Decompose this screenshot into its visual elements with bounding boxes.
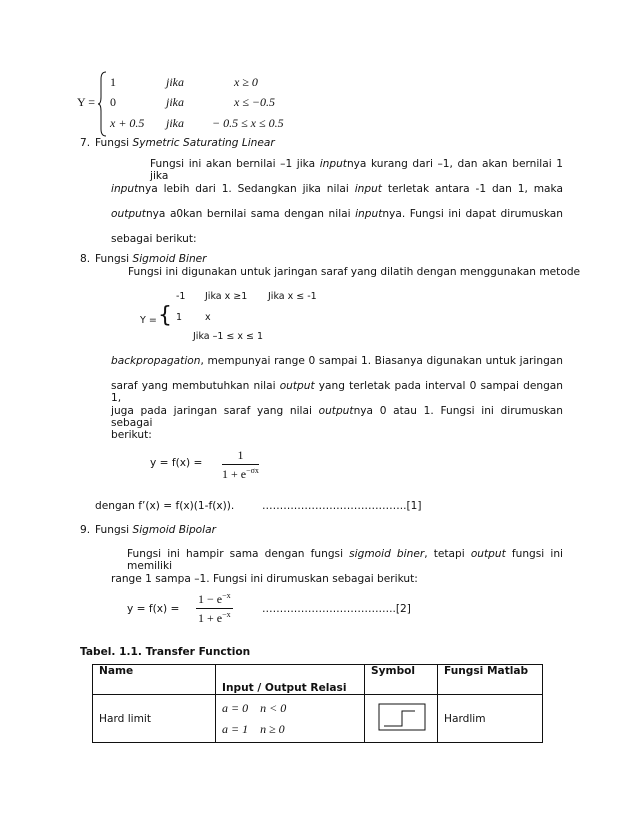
item8-heading	[95, 253, 207, 265]
hard-limit-step-icon	[371, 701, 431, 733]
italic-term: output	[470, 548, 506, 560]
header-matlab: Fungsi Matlab	[438, 665, 543, 695]
item9-formula-num-exp: −x	[222, 591, 231, 600]
italic-term: output	[279, 380, 315, 392]
item7-prefix: Fungsi	[95, 137, 130, 149]
piecewise-lhs: Y =	[77, 95, 95, 109]
italic-term: output	[318, 405, 354, 417]
item8-para-line-4	[111, 429, 152, 441]
header-relation: Input / Output Relasi	[216, 665, 365, 695]
text-segment: terletak antara -1 dan 1, maka	[381, 183, 563, 195]
item8-overlay-lhs: Y =	[140, 315, 157, 326]
text-segment: nya kurang dari –1, dan akan bernilai 1 jika	[150, 158, 563, 182]
item9-line-2	[111, 573, 418, 585]
italic-term: input	[355, 208, 383, 220]
item9-ref: ………………………………..[2]	[262, 603, 411, 615]
text-segment: nya a0kan bernilai sama dengan nilai	[145, 208, 356, 220]
item9-line-1	[127, 548, 563, 572]
item8-formula-den-base: 1 + e	[222, 467, 247, 481]
item8-overlay-a1: -1	[176, 291, 186, 302]
text-segment: nya 0 atau 1. Fungsi ini dirumuskan sebagai	[111, 405, 563, 429]
text-segment: yang terletak pada interval 0 sampai dengan 1,	[111, 380, 563, 404]
header-name: Name	[93, 665, 216, 695]
item8-formula	[222, 448, 259, 482]
row-relation-line-2: a = 1 n ≥ 0	[222, 721, 285, 736]
item8-para-line-1	[111, 355, 563, 367]
text-segment: berikut:	[111, 429, 152, 441]
text-segment: Fungsi ini hampir sama dengan fungsi	[127, 548, 350, 560]
text-segment: saraf yang membutuhkan nilai	[111, 380, 280, 392]
table-header-row	[93, 665, 543, 695]
piecewise-row-3-value: x + 0.5	[110, 116, 145, 130]
item8-prefix: Fungsi	[95, 253, 130, 265]
item9-title: Sigmoid Bipolar	[132, 524, 216, 536]
text-segment: sebagai berikut:	[111, 233, 197, 245]
item9-formula-lhs: y = f(x) =	[127, 603, 180, 615]
text-segment: , tetapi	[424, 548, 471, 560]
item8-line-1: Fungsi ini digunakan untuk jaringan saraf yang dilatih dengan menggunakan metode	[128, 266, 581, 278]
row-name: Hard limit	[93, 695, 216, 743]
item9-number: 9.	[80, 524, 91, 536]
piecewise-row-1-value: 1	[110, 75, 116, 89]
piecewise-row-1-word: jika	[166, 75, 184, 89]
item8-title: Sigmoid Biner	[132, 253, 207, 265]
text-segment: Fungsi ini akan bernilai –1 jika	[150, 158, 320, 170]
item8-overlay-a3: Jika x ≤ -1	[268, 291, 317, 302]
table-caption: Tabel. 1.1. Transfer Function	[80, 646, 251, 658]
item9-formula-den-exp: −x	[222, 610, 231, 619]
item9-prefix: Fungsi	[95, 524, 130, 536]
item7-line-3	[111, 208, 563, 220]
item8-formula-lhs: y = f(x) =	[150, 457, 203, 469]
row-symbol	[365, 695, 438, 743]
text-segment: nya lebih dari 1. Sedangkan jika nilai	[138, 183, 355, 195]
item7-line-1	[150, 158, 563, 182]
item8-overlay-a2: Jika x ≥1	[205, 291, 248, 302]
italic-term: sigmoid biner	[349, 548, 425, 560]
item8-number: 8.	[80, 253, 91, 265]
header-symbol: Symbol	[365, 665, 438, 695]
item8-derivative: dengan f’(x) = f(x)(1-f(x)).	[95, 500, 235, 512]
item9-heading	[95, 524, 216, 536]
piecewise-brace	[98, 71, 108, 137]
text-segment: juga pada jaringan saraf yang nilai	[111, 405, 319, 417]
text-segment: , mempunyai range 0 sampai 1. Biasanya digunakan untuk jaringan	[200, 355, 563, 367]
item9-formula-num-base: 1 − e	[198, 592, 223, 606]
row-relation	[216, 695, 365, 743]
item8-para-line-3	[111, 405, 563, 429]
item8-overlay-c1: Jika –1 ≤ x ≤ 1	[193, 331, 264, 342]
piecewise-row-3-cond: − 0.5 ≤ x ≤ 0.5	[212, 116, 284, 130]
item7-number: 7.	[80, 137, 91, 149]
piecewise-row-2-value: 0	[110, 95, 116, 109]
table-row	[93, 695, 543, 743]
item8-formula-den-exp: −σx	[246, 466, 259, 475]
item7-title: Symetric Saturating Linear	[132, 137, 275, 149]
italic-term: input	[111, 183, 139, 195]
transfer-function-table	[92, 664, 543, 743]
italic-term: input	[319, 158, 347, 170]
item7-line-4	[111, 233, 197, 245]
italic-term: output	[111, 208, 146, 220]
item8-para-line-2	[111, 380, 563, 404]
italic-term: backpropagation	[111, 355, 201, 367]
item7-heading	[95, 137, 275, 149]
item8-formula-numerator: 1	[222, 448, 259, 465]
piecewise-row-1-cond: x ≥ 0	[234, 75, 258, 89]
row-relation-line-1: a = 0 n < 0	[222, 700, 287, 715]
text-segment: fungsi ini memiliki	[127, 548, 563, 572]
row-matlab: Hardlim	[438, 695, 543, 743]
item8-ref: …………………………………..[1]	[262, 500, 422, 512]
item7-line-2	[111, 183, 563, 195]
item8-overlay-b2: x	[205, 312, 211, 323]
left-brace-icon	[98, 71, 108, 137]
item9-formula-den-base: 1 + e	[198, 611, 223, 625]
italic-term: input	[354, 183, 382, 195]
text-segment: range 1 sampa –1. Fungsi ini dirumuskan sebagai berikut:	[111, 573, 418, 585]
piecewise-row-2-word: jika	[166, 95, 184, 109]
piecewise-row-3-word: jika	[166, 116, 184, 130]
piecewise-row-2-cond: x ≤ −0.5	[234, 95, 276, 109]
item9-formula	[196, 591, 233, 626]
item8-overlay-b1: 1	[176, 312, 183, 323]
left-brace-icon: {	[158, 303, 172, 328]
text-segment: nya. Fungsi ini dapat dirumuskan	[382, 208, 563, 220]
